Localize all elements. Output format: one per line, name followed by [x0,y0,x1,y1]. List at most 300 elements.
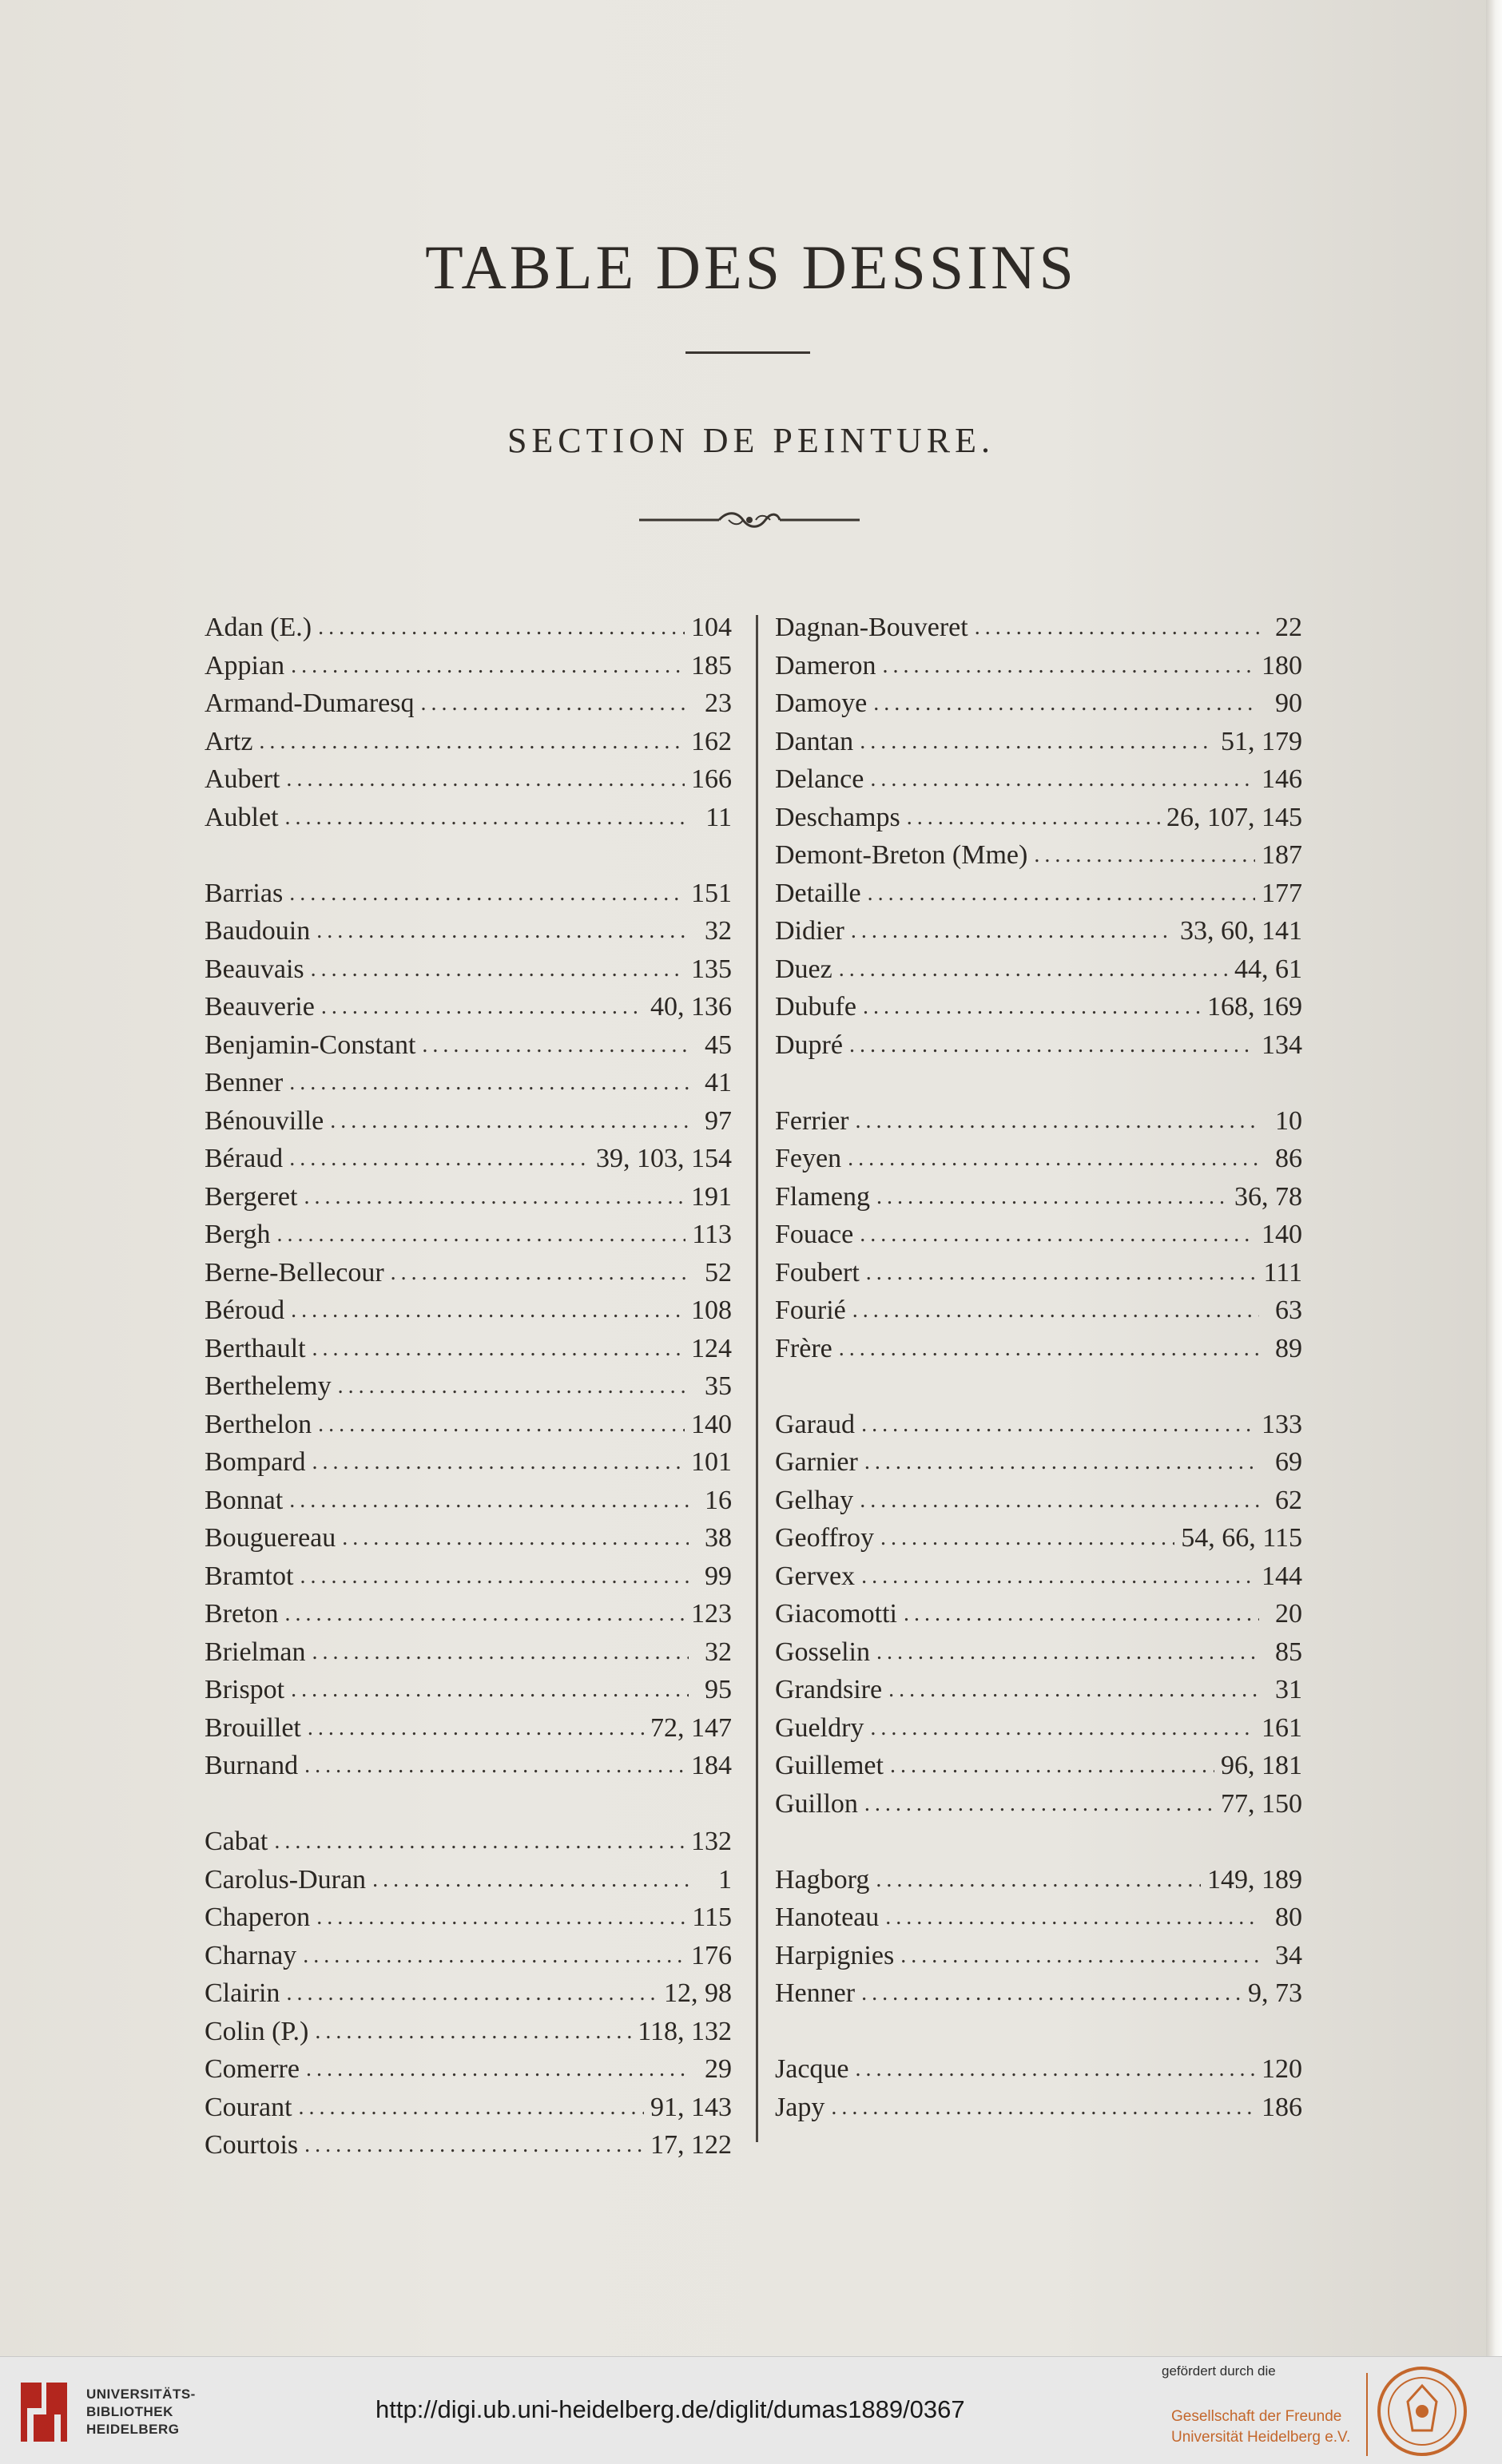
page-numbers: 115 [692,1903,732,1932]
artist-name: Jacque [775,2054,849,2084]
artist-name: Barrias [205,878,284,908]
page-numbers: 10 [1275,1105,1302,1136]
page-numbers: 101 [691,1447,732,1477]
page-numbers: 99 [705,1561,732,1591]
artist-name: Colin (P.) [205,2016,309,2046]
page-numbers: 118, 132 [638,2016,732,2046]
leader-dots [286,1974,658,2013]
leader-dots [330,1102,689,1141]
sponsor-name-line: Universität Heidelberg e.V. [1171,2429,1351,2446]
artist-name: Frère [775,1333,832,1363]
leader-dots [860,723,1214,761]
page-numbers: 161 [1262,1712,1302,1743]
artist-name: Courant [205,2092,292,2122]
leader-dots [863,988,1201,1026]
index-entry [205,1937,732,1975]
leader-dots [866,1254,1258,1292]
index-entry [205,950,732,989]
index-entry [205,1102,732,1141]
page-numbers: 184 [691,1751,732,1780]
artist-name: Bergh [205,1220,271,1249]
leader-dots [321,988,644,1026]
leader-dots [907,799,1160,837]
page-numbers: 17, 122 [650,2130,732,2160]
index-entry [205,1482,732,1520]
leader-dots [300,1557,689,1596]
leader-dots [316,912,689,950]
leader-dots [422,1026,689,1065]
artist-name: Dubufe [775,992,856,1022]
library-name-line: UNIVERSITÄTS- [86,2387,196,2402]
artist-name: Clairin [205,1978,280,2008]
page-numbers: 77, 150 [1221,1788,1302,1819]
leader-dots [864,1785,1214,1823]
page-edge [1486,0,1502,2356]
index-entry [775,836,1302,875]
artist-name: Hanoteau [775,1903,880,1932]
artist-name: Beauverie [205,992,315,1022]
page-numbers: 33, 60, 141 [1180,916,1302,946]
leader-dots [304,1178,685,1216]
index-entry [775,1899,1302,1937]
artist-name: Appian [205,650,285,680]
leader-dots [852,1292,1259,1330]
index-entry [775,1443,1302,1482]
artist-name: Bouguereau [205,1523,336,1553]
page-numbers: 63 [1275,1295,1302,1325]
leader-dots [873,684,1259,723]
artist-name: Berne-Bellecour [205,1257,384,1288]
index-entry [775,1595,1302,1633]
leader-dots [839,950,1228,989]
index-entry [775,1747,1302,1785]
leader-dots [312,1633,689,1672]
index-entry [205,1406,732,1444]
artist-name: Garnier [775,1447,858,1477]
page-numbers: 162 [691,726,732,756]
leader-dots [289,1482,689,1520]
artist-name: Dantan [775,726,854,756]
leader-dots [861,1974,1242,2013]
index-entry [775,1292,1302,1330]
leader-dots [306,2050,689,2089]
page-numbers: 52 [705,1257,732,1288]
leader-dots [851,912,1174,950]
leader-dots [848,1140,1259,1178]
artist-name: Demont-Breton (Mme) [775,840,1028,870]
index-entry [205,1254,732,1292]
leader-dots [1034,836,1255,875]
page-numbers: 40, 136 [650,992,732,1022]
index-entry [205,1557,732,1596]
leader-dots [900,1937,1259,1975]
page-numbers: 35 [705,1371,732,1401]
index-entry [775,1671,1302,1709]
page-numbers: 140 [691,1409,732,1439]
leader-dots [890,1747,1214,1785]
artist-name: Foubert [775,1257,860,1288]
page-numbers: 149, 189 [1207,1864,1302,1895]
artist-name: Gueldry [775,1712,864,1743]
page-numbers: 16 [705,1485,732,1515]
leader-dots [904,1595,1259,1633]
artist-name: Beauvais [205,954,304,984]
index-entry [205,1367,732,1406]
artist-name: Cabat [205,1827,268,1856]
leader-dots [831,2089,1255,2127]
digitization-footer [0,2356,1502,2464]
leader-dots [975,609,1259,647]
page-numbers: 97 [705,1105,732,1136]
page-numbers: 186 [1262,2092,1302,2122]
leader-dots [289,1140,590,1178]
page-numbers: 91, 143 [650,2092,732,2122]
index-entry [205,1671,732,1709]
sponsor-divider [1366,2373,1368,2456]
column-divider [756,615,758,2142]
index-entry [205,647,732,685]
artist-name: Dagnan-Bouveret [775,613,968,642]
index-entry [775,1974,1302,2013]
page-numbers: 124 [691,1333,732,1363]
page-numbers: 26, 107, 145 [1166,802,1302,832]
artist-name: Japy [775,2092,825,2122]
artist-name: Bonnat [205,1485,284,1515]
leader-dots [861,1557,1255,1596]
page-numbers: 36, 78 [1234,1181,1302,1212]
leader-dots [420,684,689,723]
leader-dots [342,1519,689,1557]
page-numbers: 134 [1262,1030,1302,1060]
page-numbers: 96, 181 [1221,1751,1302,1780]
artist-name: Ferrier [775,1105,849,1136]
page-numbers: 135 [691,954,732,984]
artist-name: Feyen [775,1144,842,1173]
leader-dots [304,1747,685,1785]
artist-name: Courtois [205,2130,299,2160]
page-numbers: 38 [705,1523,732,1553]
page-numbers: 86 [1275,1144,1302,1173]
index-entry [775,723,1302,761]
leader-dots [876,1861,1201,1899]
group-spacer [775,1823,1302,1861]
index-entry [205,2013,732,2051]
index-entry [775,647,1302,685]
index-entry [775,1330,1302,1368]
index-column-right [775,609,1302,2126]
index-entry [775,1026,1302,1065]
index-entry [775,1557,1302,1596]
leader-dots [276,1216,685,1254]
artist-name: Carolus-Duran [205,1864,367,1895]
index-entry [205,1595,732,1633]
index-entry [205,1330,732,1368]
leader-dots [839,1330,1259,1368]
permalink-url[interactable]: http://digi.ub.uni-heidelberg.de/diglit/dumas1889/0367 [376,2395,965,2423]
index-entry [205,1709,732,1748]
page-numbers: 166 [691,764,732,794]
index-entry [775,988,1302,1026]
artist-name: Charnay [205,1940,297,1970]
leader-dots [289,875,685,913]
page-numbers: 34 [1275,1940,1302,1970]
index-entry [775,2050,1302,2089]
library-name-line: HEIDELBERG [86,2422,180,2437]
leader-dots [885,1899,1259,1937]
index-entry [775,1937,1302,1975]
page-numbers: 132 [691,1827,732,1856]
leader-dots [259,723,685,761]
leader-dots [312,1330,685,1368]
artist-name: Berthelon [205,1409,312,1439]
sponsor-name [1171,2406,1350,2448]
artist-name: Comerre [205,2054,300,2084]
artist-name: Artz [205,726,253,756]
artist-name: Adan (E.) [205,613,312,642]
artist-name: Chaperon [205,1903,311,1932]
artist-name: Deschamps [775,802,900,832]
artist-name: Burnand [205,1751,299,1780]
index-entry [775,912,1302,950]
page-numbers: 140 [1262,1220,1302,1249]
artist-name: Béroud [205,1295,285,1325]
index-entry [775,1519,1302,1557]
title-rule [685,351,810,354]
artist-name: Flameng [775,1181,870,1212]
index-entry [775,760,1302,799]
index-entry [775,1216,1302,1254]
artist-name: Fouace [775,1220,854,1249]
leader-dots [318,609,685,647]
page-numbers: 45 [705,1030,732,1060]
page-title: TABLE DES DESSINS [425,232,1077,302]
leader-dots [876,1178,1228,1216]
page-numbers: 22 [1275,613,1302,642]
artist-name: Garaud [775,1409,856,1439]
artist-name: Dupré [775,1030,843,1060]
leader-dots [883,647,1255,685]
page-numbers: 104 [691,613,732,642]
artist-name: Brispot [205,1675,285,1704]
index-entry [205,1899,732,1937]
leader-dots [870,760,1255,799]
index-entry [775,1406,1302,1444]
page-numbers: 108 [691,1295,732,1325]
artist-name: Armand-Dumaresq [205,688,415,718]
leader-dots [291,647,685,685]
leader-dots [285,1595,685,1633]
artist-name: Breton [205,1599,279,1629]
artist-name: Berthault [205,1333,306,1363]
leader-dots [303,1937,685,1975]
index-entry [205,1823,732,1861]
index-entry [205,684,732,723]
page-numbers: 89 [1275,1333,1302,1363]
index-entry [205,609,732,647]
leader-dots [860,1216,1255,1254]
group-spacer [775,1367,1302,1406]
artist-name: Grandsire [775,1675,883,1704]
page-numbers: 168, 169 [1207,992,1302,1022]
artist-name: Guillon [775,1788,858,1819]
index-entry [775,950,1302,989]
index-entry [775,609,1302,647]
artist-name: Béraud [205,1144,284,1173]
page-numbers: 51, 179 [1221,726,1302,756]
artist-name: Gosselin [775,1637,870,1667]
library-logo-icon [16,2376,72,2448]
page-numbers: 9, 73 [1248,1978,1302,2008]
index-entry [205,1140,732,1178]
index-entry [205,1519,732,1557]
artist-name: Delance [775,764,864,794]
index-entry [205,1292,732,1330]
artist-name: Aubert [205,764,280,794]
leader-dots [299,2089,644,2127]
index-column-left [205,609,732,2164]
artist-name: Geoffroy [775,1523,874,1553]
leader-dots [312,1443,685,1482]
index-entry [775,1178,1302,1216]
artist-name: Bompard [205,1447,306,1477]
leader-dots [304,2126,644,2164]
page-numbers: 177 [1262,878,1302,908]
page-numbers: 29 [705,2054,732,2084]
leader-dots [286,760,685,799]
index-entry [205,760,732,799]
index-entry [205,1861,732,1899]
page-numbers: 32 [705,916,732,946]
group-spacer [775,2013,1302,2051]
artist-name: Henner [775,1978,856,2008]
leader-dots [870,1709,1255,1748]
sponsor-intro: gefördert durch die [1162,2363,1276,2379]
page-numbers: 176 [691,1940,732,1970]
page-numbers: 80 [1275,1903,1302,1932]
page-numbers: 11 [705,802,732,832]
index-entry [775,1482,1302,1520]
leader-dots [849,1026,1255,1065]
group-spacer [775,1064,1302,1102]
leader-dots [860,1482,1259,1520]
index-entry [205,799,732,837]
leader-dots [274,1823,685,1861]
leader-dots [888,1671,1259,1709]
artist-name: Baudouin [205,916,311,946]
leader-dots [285,799,689,837]
page-numbers: 95 [705,1675,732,1704]
index-entry [205,1026,732,1065]
artist-name: Benjamin-Constant [205,1030,416,1060]
page-numbers: 39, 103, 154 [596,1144,732,1173]
artist-name: Brouillet [205,1712,301,1743]
index-entry [775,1861,1302,1899]
page-numbers: 85 [1275,1637,1302,1667]
artist-name: Gelhay [775,1485,854,1515]
page-numbers: 62 [1275,1485,1302,1515]
index-entry [205,2089,732,2127]
page-numbers: 133 [1262,1409,1302,1439]
page-numbers: 20 [1275,1599,1302,1629]
index-entry [205,2050,732,2089]
index-entry [205,723,732,761]
leader-dots [864,1443,1259,1482]
index-entry [775,1102,1302,1141]
artist-name: Bergeret [205,1181,298,1212]
index-entry [205,2126,732,2164]
page-numbers: 111 [1263,1257,1302,1288]
index-entry [775,1709,1302,1748]
leader-dots [338,1367,689,1406]
artist-name: Gervex [775,1561,856,1591]
artist-name: Didier [775,916,844,946]
index-entry [205,1443,732,1482]
leader-dots [291,1292,685,1330]
artist-name: Hagborg [775,1864,870,1895]
artist-name: Detaille [775,878,861,908]
artist-name: Duez [775,954,832,984]
index-entry [775,799,1302,837]
index-entry [775,1633,1302,1672]
page-numbers: 72, 147 [650,1712,732,1743]
index-entry [775,1785,1302,1823]
page-numbers: 90 [1275,688,1302,718]
leader-dots [316,1899,685,1937]
index-entry [775,1254,1302,1292]
ornament-divider-icon [639,508,860,532]
artist-name: Harpignies [775,1940,895,1970]
page-numbers: 180 [1262,650,1302,680]
page-numbers: 44, 61 [1234,954,1302,984]
index-entry [205,875,732,913]
leader-dots [308,1709,644,1748]
artist-name: Benner [205,1068,284,1097]
index-entry [205,1747,732,1785]
page-numbers: 1 [718,1864,732,1895]
section-heading: SECTION DE PEINTURE. [507,421,995,460]
page-numbers: 185 [691,650,732,680]
page-numbers: 41 [705,1068,732,1097]
page-numbers: 146 [1262,764,1302,794]
page-numbers: 32 [705,1637,732,1667]
artist-name: Bramtot [205,1561,294,1591]
page-numbers: 113 [692,1220,732,1249]
page-numbers: 123 [691,1599,732,1629]
index-entry [775,1140,1302,1178]
page-numbers: 120 [1262,2054,1302,2084]
leader-dots [861,1406,1255,1444]
artist-name: Bénouville [205,1105,324,1136]
page-numbers: 12, 98 [664,1978,732,2008]
leader-dots [876,1633,1259,1672]
page-numbers: 191 [691,1181,732,1212]
leader-dots [315,2013,631,2051]
artist-name: Aublet [205,802,279,832]
artist-name: Damoye [775,688,868,718]
leader-dots [289,1064,689,1102]
index-entry [205,1974,732,2013]
artist-name: Giacomotti [775,1599,897,1629]
artist-name: Brielman [205,1637,306,1667]
leader-dots [311,950,685,989]
library-name-line: BIBLIOTHEK [86,2404,173,2419]
leader-dots [868,875,1255,913]
index-entry [775,2089,1302,2127]
leader-dots [291,1671,689,1709]
index-entry [205,1064,732,1102]
page-numbers: 23 [705,688,732,718]
leader-dots [856,2050,1255,2089]
